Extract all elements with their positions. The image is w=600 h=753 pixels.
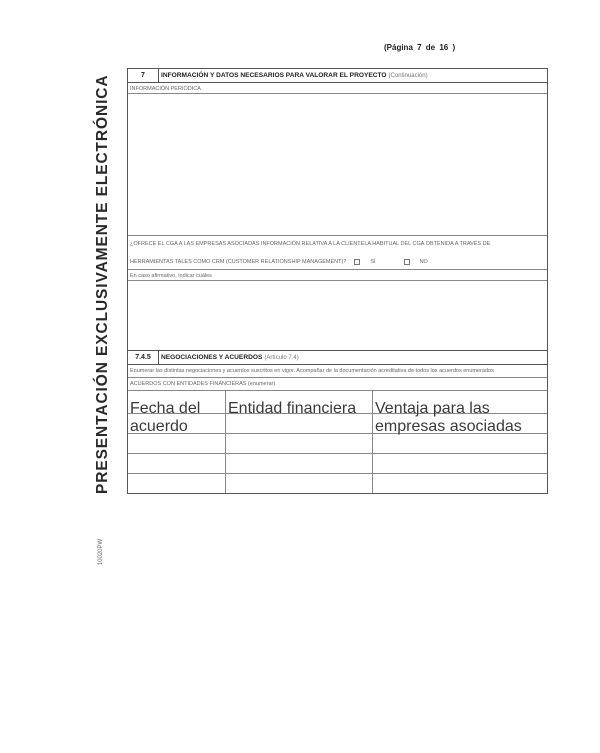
crm-question-line1: ¿OFRECE EL CGA A LAS EMPRESAS ASOCIADAS INFORMACIÓN RELATIVA A LA CLIENTELA HABITUAL DEL CGA OBTENIDA A TRAVÉS DE	[130, 241, 491, 247]
section-745-header	[128, 351, 547, 365]
no-label: NO	[419, 259, 428, 265]
periodic-info-field[interactable]	[128, 94, 547, 236]
advantage-cell[interactable]	[373, 474, 547, 493]
no-checkbox[interactable]	[404, 259, 410, 265]
agreements-table-body	[128, 414, 547, 493]
date-cell[interactable]	[128, 474, 226, 493]
yes-checkbox[interactable]	[354, 259, 360, 265]
section-7-subtitle: (Continuación)	[388, 72, 428, 79]
entity-cell[interactable]	[226, 474, 373, 493]
column-date: Fecha del acuerdo	[128, 391, 226, 413]
column-advantage: Ventaja para las empresas asociadas	[375, 400, 522, 435]
agreements-table-header	[128, 391, 547, 435]
entity-cell[interactable]	[226, 454, 373, 473]
advantage-cell[interactable]	[373, 414, 547, 433]
page-number: (Página 7 de 16 )	[384, 43, 456, 52]
crm-question-line2: HERRAMIENTAS TALES COMO CRM (CUSTOMER RELATIONSHIP MANAGEMENT)?	[130, 259, 347, 265]
date-cell[interactable]	[128, 454, 226, 473]
affirmative-field[interactable]	[128, 281, 547, 351]
entity-cell[interactable]	[226, 434, 373, 453]
date-cell[interactable]	[128, 414, 226, 433]
form-table	[127, 68, 548, 494]
crm-question	[128, 236, 547, 270]
form-code: 10020PW	[98, 538, 104, 566]
table-row	[128, 474, 547, 493]
section-745-number: 7.4.5	[128, 351, 159, 364]
table-row	[128, 414, 547, 434]
date-cell[interactable]	[128, 434, 226, 453]
agreements-label: ACUERDOS CON ENTIDADES FINANCIERAS (enumerar)	[128, 378, 547, 391]
yes-label: SÍ	[370, 259, 376, 265]
entity-cell[interactable]	[226, 414, 373, 433]
periodic-info-label: INFORMACIÓN PERIÓDICA	[128, 83, 547, 94]
affirmative-label: En caso afirmativo, indicar cuáles	[128, 270, 547, 281]
section-7-number: 7	[128, 69, 159, 82]
advantage-cell[interactable]	[373, 454, 547, 473]
table-row	[128, 454, 547, 474]
section-745-subtitle: (Artículo 7.4)	[264, 354, 299, 361]
vertical-title: PRESENTACIÓN EXCLUSIVAMENTE ELECTRÓNICA	[94, 74, 111, 494]
section-745-title: NEGOCIACIONES Y ACUERDOS	[161, 354, 263, 361]
agreements-instructions: Enumerar las distintas negociaciones y acuerdos suscritos en vigor. Acompañar de la documentación acreditativa de todos los acuerdos enumerados	[128, 365, 547, 378]
section-7-header	[128, 69, 547, 83]
column-entity: Entidad financiera	[226, 391, 373, 413]
section-7-title: INFORMACIÓN Y DATOS NECESARIOS PARA VALORAR EL PROYECTO	[161, 72, 387, 79]
table-row	[128, 434, 547, 454]
advantage-cell[interactable]	[373, 434, 547, 453]
